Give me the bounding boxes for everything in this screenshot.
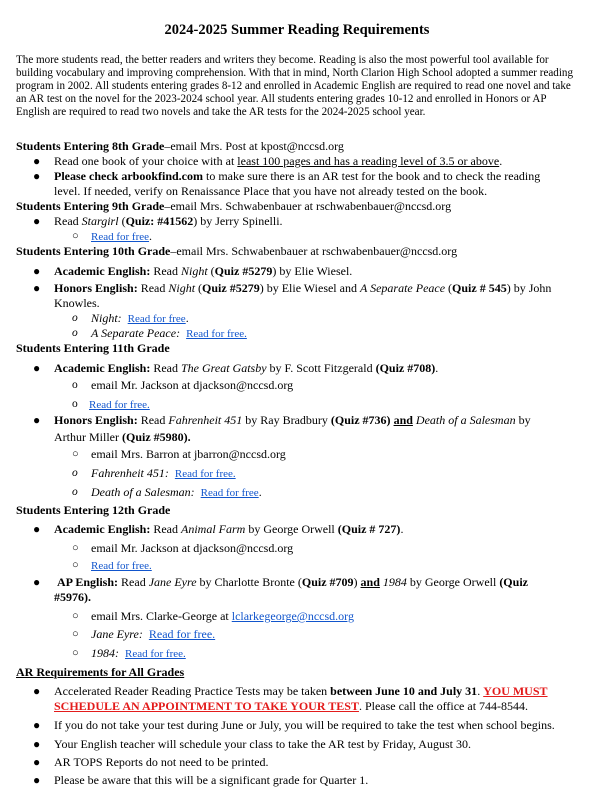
grade-12-jane-eyre-link bbox=[91, 627, 215, 641]
grade-12-1984-link bbox=[91, 646, 186, 661]
warning-text: SCHEDULE AN APPOINTMENT TO TAKE YOUR TEST bbox=[54, 699, 359, 713]
text: ) by Elie Wiesel. bbox=[272, 264, 353, 278]
bullet-icon: ● bbox=[33, 522, 41, 536]
grade-12-academic-link-line bbox=[91, 558, 152, 573]
bullet-icon: ● bbox=[33, 684, 41, 698]
text: Read bbox=[137, 413, 169, 427]
text: Arthur Miller bbox=[54, 430, 122, 444]
grade-10-contact: –email Mrs. Schwabenbauer at rschwabenbauer@nccsd.org bbox=[170, 244, 458, 258]
quiz-number: (Quiz #708) bbox=[375, 361, 436, 375]
grade-9-heading: Students Entering 9th Grade bbox=[16, 199, 165, 213]
grade-11-academic-link-line bbox=[89, 397, 150, 412]
book-title: 1984 bbox=[382, 575, 407, 589]
quiz-number: Quiz #5279 bbox=[202, 281, 260, 295]
grade-9-item-1 bbox=[54, 214, 283, 228]
grade-10-honors bbox=[54, 281, 551, 295]
email-link[interactable]: lclarkegeorge@nccsd.org bbox=[231, 609, 354, 623]
quiz-number: (Quiz #736) bbox=[330, 413, 391, 427]
quiz-number: Quiz # 545 bbox=[452, 281, 507, 295]
bullet-icon: ● bbox=[33, 214, 41, 228]
course-label: Academic English: bbox=[54, 522, 151, 536]
book-title: 1984: bbox=[91, 646, 119, 660]
bullet-icon: ● bbox=[33, 264, 41, 278]
grade-10-section-heading bbox=[16, 244, 457, 258]
bullet-icon: ● bbox=[33, 718, 41, 732]
bullet-icon: ● bbox=[33, 169, 41, 183]
text: Accelerated Reader Reading Practice Tests may be taken bbox=[54, 684, 331, 698]
read-for-free-link[interactable]: Read for free bbox=[127, 313, 186, 325]
grade-11-honors bbox=[54, 413, 531, 427]
grade-11-honors-cont bbox=[54, 430, 191, 444]
quiz-number: (Quiz #5980). bbox=[122, 430, 191, 444]
text: by F. Scott Fitzgerald bbox=[266, 361, 376, 375]
book-title: Stargirl bbox=[81, 214, 119, 228]
text: Read bbox=[54, 214, 82, 228]
text: by Ray Bradbury bbox=[242, 413, 331, 427]
grade-11-salesman-link bbox=[91, 485, 262, 500]
read-for-free-link[interactable]: Read for free. bbox=[89, 399, 150, 411]
read-for-free-link[interactable]: Read for free. bbox=[91, 560, 152, 572]
quiz-number: (Quiz # 727) bbox=[337, 522, 401, 536]
text: . bbox=[477, 684, 484, 698]
o-bullet-icon: o bbox=[72, 379, 78, 391]
text: ) by Jerry Spinelli. bbox=[193, 214, 283, 228]
book-title: Night bbox=[181, 264, 208, 278]
bold-text: Please check arbookfind.com bbox=[54, 169, 203, 183]
text: ) by Elie Wiesel and bbox=[259, 281, 360, 295]
book-title: Fahrenheit 451: bbox=[91, 466, 169, 480]
grade-10-night-link bbox=[91, 311, 189, 326]
circle-bullet-icon: ○ bbox=[72, 647, 79, 659]
text: . bbox=[149, 229, 153, 243]
bullet-icon: ● bbox=[33, 413, 41, 427]
read-for-free-link[interactable]: Read for free bbox=[91, 231, 150, 243]
text: . bbox=[258, 485, 262, 499]
bullet-icon: ● bbox=[33, 361, 41, 375]
document-title: 2024-2025 Summer Reading Requirements bbox=[164, 22, 430, 38]
bullet-icon: ● bbox=[33, 575, 41, 589]
grade-10-academic bbox=[54, 264, 352, 278]
grade-8-section-heading bbox=[16, 139, 344, 153]
ar-item-5: Please be aware that this will be a significant grade for Quarter 1. bbox=[54, 773, 369, 787]
grade-8-item-2-cont: level. If needed, verify on Renaissance Place that you have not already tested on the book. bbox=[54, 184, 488, 198]
ar-item-1-cont bbox=[54, 699, 528, 713]
course-label: Academic English: bbox=[54, 361, 151, 375]
grade-12-ap bbox=[57, 575, 528, 589]
circle-bullet-icon: ○ bbox=[72, 542, 79, 554]
course-label: Academic English: bbox=[54, 264, 151, 278]
grade-8-contact: –email Mrs. Post at kpost@nccsd.org bbox=[164, 139, 344, 153]
grade-8-item-1 bbox=[54, 154, 502, 168]
and-text: and bbox=[360, 575, 380, 589]
text: . bbox=[499, 154, 503, 168]
book-title: Animal Farm bbox=[181, 522, 246, 536]
grade-11-heading: Students Entering 11th Grade bbox=[16, 341, 170, 355]
quiz-number: (Quiz bbox=[499, 575, 528, 589]
ar-item-4: AR TOPS Reports do not need to be printed. bbox=[54, 755, 269, 769]
bullet-icon: ● bbox=[33, 154, 41, 168]
book-title: A Separate Peace: bbox=[91, 326, 181, 340]
text: by George Orwell bbox=[245, 522, 338, 536]
book-title: Jane Eyre: bbox=[91, 627, 143, 641]
text: Read bbox=[137, 281, 169, 295]
grade-12-ap-email bbox=[91, 609, 354, 623]
text: . Please call the office at 744-8544. bbox=[358, 699, 529, 713]
grade-11-academic-email: email Mr. Jackson at djackson@nccsd.org bbox=[91, 378, 294, 392]
text: . bbox=[400, 522, 404, 536]
warning-text: YOU MUST bbox=[483, 684, 548, 698]
ar-item-1 bbox=[54, 684, 548, 698]
read-for-free-link[interactable]: Read for free. bbox=[174, 468, 236, 480]
text: to make sure there is an AR test for the book and to check the reading bbox=[203, 169, 541, 183]
bullet-icon: ● bbox=[33, 755, 41, 769]
grade-12-ap-cont: #5976). bbox=[54, 590, 91, 604]
grade-11-academic bbox=[54, 361, 438, 375]
circle-bullet-icon: ○ bbox=[72, 610, 79, 622]
grade-12-academic bbox=[54, 522, 403, 536]
quiz-number: Quiz #5279 bbox=[214, 264, 273, 278]
ar-item-2: If you do not take your test during June or July, you will be required to take the test when school begins. bbox=[54, 718, 555, 732]
bullet-icon: ● bbox=[33, 773, 41, 787]
book-title: The Great Gatsby bbox=[181, 361, 267, 375]
read-for-free-link[interactable]: Read for free. bbox=[125, 648, 186, 660]
grade-11-fahrenheit-link bbox=[91, 466, 236, 481]
text: Read one book of your choice with at bbox=[54, 154, 238, 168]
text: by Charlotte Bronte ( bbox=[196, 575, 302, 589]
grade-10-heading: Students Entering 10th Grade bbox=[16, 244, 171, 258]
book-title: A Separate Peace bbox=[359, 281, 446, 295]
grade-9-link-line bbox=[91, 229, 152, 244]
grade-9-section-heading bbox=[16, 199, 451, 213]
grade-11-honors-email: email Mrs. Barron at jbarron@nccsd.org bbox=[91, 447, 286, 461]
grade-12-academic-email: email Mr. Jackson at djackson@nccsd.org bbox=[91, 541, 294, 555]
text: ( bbox=[195, 281, 203, 295]
quiz-number: Quiz: #41562 bbox=[125, 214, 194, 228]
circle-bullet-icon: ○ bbox=[72, 448, 79, 460]
text: ) bbox=[353, 575, 361, 589]
o-bullet-icon: o bbox=[72, 327, 78, 339]
quiz-number: Quiz #709 bbox=[301, 575, 354, 589]
ar-item-3: Your English teacher will schedule your class to take the AR test by Friday, August 30. bbox=[54, 737, 471, 751]
text: ( bbox=[445, 281, 453, 295]
read-for-free-link[interactable]: Read for free bbox=[200, 487, 259, 499]
text: Read bbox=[118, 575, 149, 589]
book-title: Night bbox=[168, 281, 196, 295]
book-title: Fahrenheit 451 bbox=[168, 413, 243, 427]
circle-bullet-icon: ○ bbox=[72, 628, 79, 640]
text: by bbox=[515, 413, 531, 427]
text: ) by John bbox=[506, 281, 552, 295]
grade-12-heading: Students Entering 12th Grade bbox=[16, 503, 171, 517]
read-for-free-link[interactable]: Read for free. bbox=[148, 627, 216, 641]
text: . bbox=[435, 361, 439, 375]
book-title: Death of a Salesman: bbox=[91, 485, 195, 499]
date-range: between June 10 and July 31 bbox=[330, 684, 478, 698]
course-label: Honors English: bbox=[54, 413, 138, 427]
bullet-icon: ● bbox=[33, 737, 41, 751]
book-title: Night: bbox=[91, 311, 122, 325]
grade-10-separate-peace-link bbox=[91, 326, 247, 341]
text: ( bbox=[207, 264, 215, 278]
text: email Mrs. Clarke-George at bbox=[91, 609, 232, 623]
text: . bbox=[185, 311, 189, 325]
book-title: Jane Eyre bbox=[148, 575, 197, 589]
o-bullet-icon: o bbox=[72, 486, 78, 498]
text: Read bbox=[150, 361, 181, 375]
grade-8-heading: Students Entering 8th Grade bbox=[16, 139, 165, 153]
ar-requirements-heading: AR Requirements for All Grades bbox=[16, 665, 185, 679]
read-for-free-link[interactable]: Read for free. bbox=[186, 328, 247, 340]
text: Read bbox=[150, 522, 181, 536]
course-label: AP English: bbox=[57, 575, 119, 589]
o-bullet-icon: o bbox=[72, 398, 78, 410]
grade-9-contact: –email Mrs. Schwabenbauer at rschwabenbauer@nccsd.org bbox=[164, 199, 452, 213]
o-bullet-icon: o bbox=[72, 312, 78, 324]
text: by George Orwell bbox=[406, 575, 500, 589]
grade-8-item-2 bbox=[54, 169, 540, 183]
intro-paragraph: The more students read, the better readers and writers they become. Reading is also the most powerful tool available for building vocabulary and improving comprehension. With that in mind, North Clarion High School adopted a summer reading program in 2002. All students entering grades 8-12 and enrolled in Academic English are required to read one novel and take an AR test on the novel for the 2023-2024 school year. All students entering grades 10-12 and enrolled in Honors or AP English are required to read two novels and take the AR tests for the 2024-2025 school year. bbox=[16, 54, 574, 119]
underlined-text: least 100 pages and has a reading level of 3.5 or above bbox=[237, 154, 500, 168]
grade-10-honors-cont: Knowles. bbox=[54, 296, 100, 310]
course-label: Honors English: bbox=[54, 281, 138, 295]
circle-bullet-icon: ○ bbox=[72, 230, 79, 242]
o-bullet-icon: o bbox=[72, 467, 78, 479]
text: Read bbox=[150, 264, 181, 278]
and-text: and bbox=[393, 413, 413, 427]
text: ( bbox=[118, 214, 126, 228]
circle-bullet-icon: ○ bbox=[72, 559, 79, 571]
bullet-icon: ● bbox=[33, 281, 41, 295]
book-title: Death of a Salesman bbox=[415, 413, 516, 427]
